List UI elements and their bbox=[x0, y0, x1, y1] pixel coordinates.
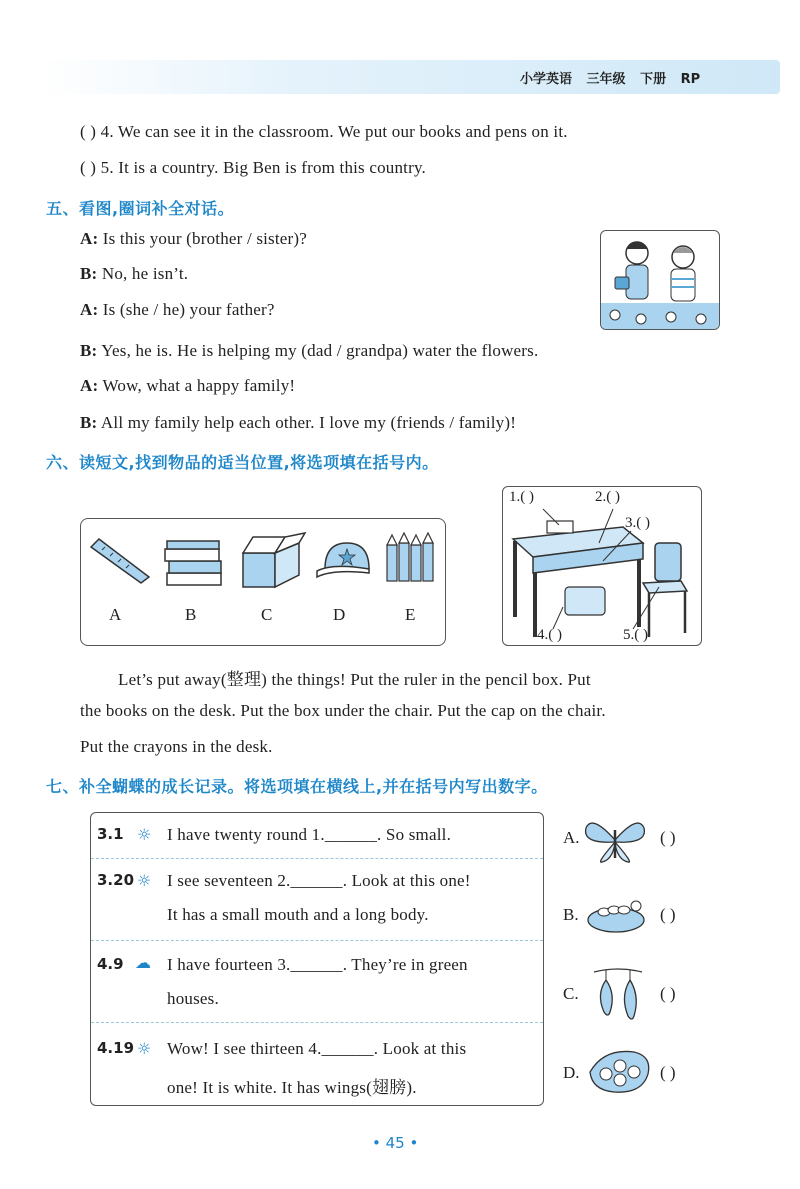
header-grade: 三年级 bbox=[586, 72, 626, 87]
scene-label-5[interactable]: 5.( ) bbox=[623, 627, 648, 643]
speaker: A: bbox=[80, 229, 99, 248]
classroom-scene bbox=[502, 486, 702, 646]
dialogue-line bbox=[80, 341, 538, 361]
record-text: I see seventeen 2.______. Look at this one! bbox=[167, 871, 471, 890]
header-edition: RP bbox=[680, 72, 701, 87]
record-text: one! It is white. It has wings(翅膀). bbox=[167, 1078, 417, 1097]
option-label-b: B bbox=[185, 605, 197, 624]
sun-icon: ☼ bbox=[137, 871, 152, 890]
option-label-c: C bbox=[261, 605, 273, 624]
scene-label-1[interactable]: 1.( ) bbox=[509, 489, 534, 505]
section-6-title: 六、读短文,找到物品的适当位置,将选项填在括号内。 bbox=[46, 453, 439, 472]
question-text: 5. It is a country. Big Ben is from this country. bbox=[100, 158, 427, 177]
dialogue-line bbox=[80, 229, 307, 249]
choice-letter-d: D. bbox=[563, 1063, 580, 1082]
record-row-1 bbox=[91, 813, 543, 859]
record-date: 4.19 bbox=[97, 1039, 135, 1057]
choice-letter-c: C. bbox=[563, 984, 579, 1003]
butterfly-icon bbox=[582, 814, 648, 866]
dialogue-text: Is this your (brother / sister)? bbox=[102, 229, 308, 248]
choice-paren-c[interactable]: ( ) bbox=[660, 984, 676, 1003]
section-5-title: 五、看图,圈词补全对话。 bbox=[46, 199, 235, 218]
sun-icon: ☼ bbox=[137, 1039, 152, 1058]
passage-line: the books on the desk. Put the box under the chair. Put the cap on the chair. bbox=[80, 701, 606, 720]
chrysalis-icon bbox=[590, 966, 646, 1032]
dialogue-text: Is (she / he) your father? bbox=[102, 300, 275, 319]
record-date: 4.9 bbox=[97, 955, 124, 973]
speaker: B: bbox=[80, 413, 98, 432]
choice-letter-b: B. bbox=[563, 905, 579, 924]
passage-line: Let’s put away(整理) the things! Put the ruler in the pencil box. Put bbox=[118, 670, 591, 689]
rain-cloud-icon: ☁ bbox=[135, 953, 151, 972]
dialogue-line bbox=[80, 376, 295, 396]
speaker: B: bbox=[80, 264, 98, 283]
header-title bbox=[520, 68, 700, 87]
dialogue-text: All my family help each other. I love my (friends / family)! bbox=[100, 413, 517, 432]
answer-paren[interactable]: ( ) bbox=[80, 158, 97, 177]
record-row-3 bbox=[91, 941, 543, 1023]
speaker: A: bbox=[80, 376, 99, 395]
choice-paren-b[interactable]: ( ) bbox=[660, 905, 676, 924]
passage-line: Put the crayons in the desk. bbox=[80, 737, 273, 756]
speaker: A: bbox=[80, 300, 99, 319]
family-illustration bbox=[600, 230, 720, 330]
option-label-a: A bbox=[109, 605, 122, 624]
record-text: It has a small mouth and a long body. bbox=[167, 905, 429, 924]
scene-label-4[interactable]: 4.( ) bbox=[537, 627, 562, 643]
record-text: I have twenty round 1.______. So small. bbox=[167, 825, 452, 844]
header-subject: 小学英语 bbox=[520, 72, 573, 87]
dialogue-text: Yes, he is. He is helping my (dad / grandpa) water the flowers. bbox=[101, 341, 539, 360]
scene-label-2[interactable]: 2.( ) bbox=[595, 489, 620, 505]
answer-paren[interactable]: ( ) bbox=[80, 122, 97, 141]
crayons-icon bbox=[381, 531, 441, 587]
dialogue-line bbox=[80, 264, 188, 284]
dialogue-line bbox=[80, 413, 516, 433]
ruler-icon bbox=[87, 533, 153, 585]
page-number: • 45 • bbox=[372, 1134, 419, 1152]
family-watering-icon bbox=[601, 231, 720, 330]
eggs-on-leaf-icon bbox=[584, 1046, 654, 1098]
growth-record-box bbox=[90, 812, 544, 1106]
choice-paren-d[interactable]: ( ) bbox=[660, 1063, 676, 1082]
dialogue-text: Wow, what a happy family! bbox=[102, 376, 296, 395]
question-4 bbox=[80, 122, 568, 142]
record-date: 3.1 bbox=[97, 825, 124, 843]
option-label-d: D bbox=[333, 605, 346, 624]
books-icon bbox=[161, 539, 227, 589]
scene-label-3[interactable]: 3.( ) bbox=[625, 515, 650, 531]
options-box bbox=[80, 518, 446, 646]
cap-icon bbox=[313, 535, 375, 585]
record-text: houses. bbox=[167, 989, 219, 1008]
choice-paren-a[interactable]: ( ) bbox=[660, 828, 676, 847]
record-date: 3.20 bbox=[97, 871, 135, 889]
desk-and-chair-icon bbox=[503, 487, 703, 647]
question-5 bbox=[80, 158, 426, 178]
dialogue-text: No, he isn’t. bbox=[101, 264, 189, 283]
sun-icon: ☼ bbox=[137, 825, 152, 844]
header-volume: 下册 bbox=[640, 72, 667, 87]
box-icon bbox=[235, 531, 307, 591]
record-text: I have fourteen 3.______. They’re in green bbox=[167, 955, 468, 974]
record-row-2 bbox=[91, 859, 543, 941]
record-text: Wow! I see thirteen 4.______. Look at this bbox=[167, 1039, 467, 1058]
dialogue-line bbox=[80, 300, 275, 320]
section-7-title: 七、补全蝴蝶的成长记录。将选项填在横线上,并在括号内写出数字。 bbox=[46, 777, 548, 796]
option-label-e: E bbox=[405, 605, 416, 624]
choice-letter-a: A. bbox=[563, 828, 580, 847]
record-row-4 bbox=[91, 1023, 543, 1107]
question-text: 4. We can see it in the classroom. We put our books and pens on it. bbox=[100, 122, 568, 141]
speaker: B: bbox=[80, 341, 98, 360]
caterpillar-icon bbox=[584, 894, 650, 938]
